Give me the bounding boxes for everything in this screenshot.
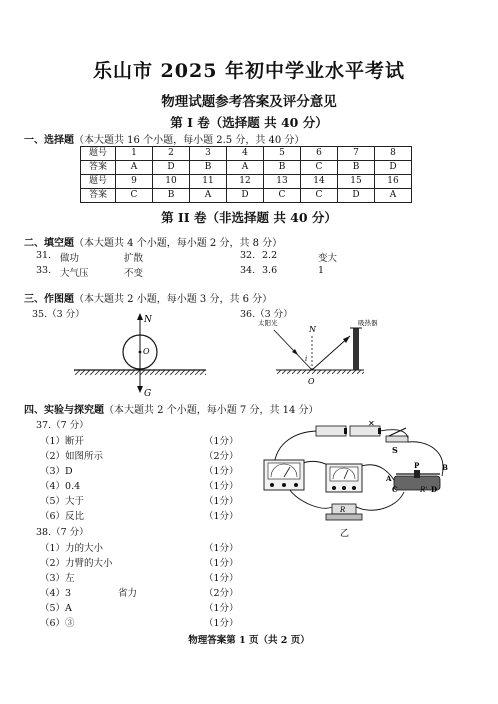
question-37-label: 37.（7 分） <box>36 420 89 431</box>
section-4-note: （本大题共 2 个小题，每小题 7 分，共 14 分） <box>104 405 319 416</box>
q38-answer-6: （6）③ <box>40 618 75 629</box>
label-N: N <box>309 325 316 334</box>
cross-mark: ✕ <box>368 420 375 428</box>
q37-score-6: （1分） <box>204 511 239 522</box>
q37-answer-6: （6）反比 <box>40 511 85 522</box>
table-cell: 答案 <box>81 189 116 203</box>
figure-label: 乙 <box>340 529 350 539</box>
wire <box>290 490 336 508</box>
section-3-title: 三、作图题 <box>24 294 74 305</box>
q38-score-6: （1分） <box>204 618 239 629</box>
voltmeter-icon <box>326 464 362 492</box>
section-1-heading <box>24 131 304 146</box>
q38-score-1: （1分） <box>204 543 239 554</box>
answer-31-b: 扩散 <box>124 253 144 264</box>
ammeter-icon <box>264 460 304 490</box>
label-G: G <box>144 389 152 399</box>
q37-answer-1: （1）断开 <box>40 436 85 447</box>
table-row <box>81 175 412 189</box>
label-O: O <box>143 347 150 356</box>
label-C: C <box>392 485 398 494</box>
q38-answer-2: （2）力臂的大小 <box>40 558 113 569</box>
table-cell: B <box>338 161 375 175</box>
reflected-ray <box>312 336 350 370</box>
absorber-body <box>353 328 359 370</box>
q37-answer-5: （5）大于 <box>40 496 85 507</box>
table-cell: 3 <box>190 147 227 161</box>
mirror-hatch <box>276 370 364 374</box>
label-R: R <box>340 506 346 514</box>
q37-answer-4: （4）0.4 <box>40 481 81 492</box>
wire <box>352 492 404 510</box>
section-4-heading <box>24 401 319 416</box>
q38-score-5: （1分） <box>204 603 239 614</box>
table-cell: 12 <box>227 175 264 189</box>
question-38-label: 38.（7 分） <box>36 527 89 538</box>
table-cell: B <box>153 189 190 203</box>
q38-answer-4b: 省力 <box>118 588 138 599</box>
q37-answer-2: （2）如图所示 <box>40 451 104 462</box>
table-cell: A <box>116 161 153 175</box>
figure-35 <box>70 310 210 400</box>
table-cell: A <box>375 189 412 203</box>
table-cell: 答案 <box>81 161 116 175</box>
normal-arrowhead <box>137 313 143 320</box>
section-3-heading <box>24 290 272 305</box>
gravity-arrowhead <box>137 386 143 393</box>
answer-table <box>80 146 412 203</box>
section-3-note: （本大题共 2 小题，每小题 3 分，共 6 分） <box>74 294 273 305</box>
table-cell: C <box>264 189 301 203</box>
section-1-title: 一、选择题 <box>24 135 74 146</box>
answer-32-b: 变大 <box>318 253 338 264</box>
answer-34-b: 1 <box>318 265 325 276</box>
table-cell: 6 <box>301 147 338 161</box>
table-cell: 5 <box>264 147 301 161</box>
table-cell: 13 <box>264 175 301 189</box>
answer-31-number: 31. <box>36 250 52 261</box>
q38-answer-3: （3）左 <box>40 573 75 584</box>
incident-ray <box>274 330 312 370</box>
question-35-label: 35.（3 分） <box>32 309 85 320</box>
q37-answer-3: （3）D <box>40 466 73 477</box>
label-D: D <box>431 485 438 494</box>
q38-score-4: （2分） <box>204 588 239 599</box>
label-sunlight: 太阳光 <box>258 319 278 327</box>
table-cell: C <box>301 189 338 203</box>
table-cell: 14 <box>301 175 338 189</box>
section-2-note: （本大题共 4 个小题，每小题 2 分，共 8 分） <box>74 238 283 249</box>
table-row <box>81 189 412 203</box>
page-footer: 物理答案第 1 页（共 2 页） <box>188 635 310 646</box>
table-cell: 4 <box>227 147 264 161</box>
label-S: S <box>392 445 398 455</box>
volume-1-heading: 第 I 卷（选择题 共 40 分） <box>170 115 328 130</box>
table-cell: C <box>301 161 338 175</box>
section-1-note: （本大题共 16 个小题，每小题 2.5 分，共 40 分） <box>74 135 305 146</box>
page-subtitle: 物理试题参考答案及评分意见 <box>161 94 337 110</box>
section-4-title: 四、实验与探究题 <box>24 405 104 416</box>
label-absorber: 吸热器 <box>358 319 378 327</box>
table-cell: D <box>375 161 412 175</box>
q37-score-1: （1分） <box>204 436 239 447</box>
label-A: A <box>386 474 392 483</box>
table-cell: 11 <box>190 175 227 189</box>
table-cell: B <box>264 161 301 175</box>
wire <box>408 442 443 476</box>
table-cell: C <box>116 189 153 203</box>
table-cell: A <box>227 161 264 175</box>
table-cell: D <box>227 189 264 203</box>
answer-32-a: 2.2 <box>262 250 278 261</box>
q37-score-3: （1分） <box>204 466 239 477</box>
answer-33-a: 大气压 <box>60 268 89 279</box>
label-O: O <box>308 377 315 386</box>
label-i: i <box>305 355 308 363</box>
table-cell: 题号 <box>81 175 116 189</box>
q38-score-3: （1分） <box>204 573 239 584</box>
q38-score-2: （1分） <box>204 558 239 569</box>
q37-score-2: （2分） <box>204 451 239 462</box>
answer-33-b: 不变 <box>124 268 144 279</box>
label-B: B <box>442 463 448 472</box>
q38-answer-5: （5）A <box>40 603 72 614</box>
q37-score-4: （1分） <box>204 481 239 492</box>
reflected-arrowhead <box>343 336 350 343</box>
table-cell: 15 <box>338 175 375 189</box>
answer-32-number: 32. <box>240 250 256 261</box>
question-36-label: 36.（3 分） <box>240 309 293 320</box>
answer-31-a: 做功 <box>60 253 80 264</box>
label-N: N <box>144 315 152 325</box>
section-2-heading <box>24 234 282 249</box>
table-cell: 7 <box>338 147 375 161</box>
table-cell: D <box>338 189 375 203</box>
q37-score-5: （1分） <box>204 496 239 507</box>
volume-2-heading: 第 II 卷（非选择题 共 40 分） <box>161 210 337 225</box>
q38-answer-4: （4）3 <box>40 588 72 599</box>
page-title: 乐山市 2025 年初中学业水平考试 <box>92 60 406 82</box>
q38-answer-1: （1）力的大小 <box>40 543 104 554</box>
table-cell: 10 <box>153 175 190 189</box>
table-cell: 2 <box>153 147 190 161</box>
table-cell: D <box>153 161 190 175</box>
table-cell: 8 <box>375 147 412 161</box>
answer-34-a: 3.6 <box>262 265 278 276</box>
table-cell: A <box>190 189 227 203</box>
table-cell: 题号 <box>81 147 116 161</box>
figure-36 <box>252 314 382 390</box>
answer-34-number: 34. <box>240 265 256 276</box>
label-P: P <box>414 461 420 470</box>
table-row <box>81 147 412 161</box>
table-cell: 1 <box>116 147 153 161</box>
table-row <box>81 161 412 175</box>
answer-33-number: 33. <box>36 265 52 276</box>
table-cell: 9 <box>116 175 153 189</box>
table-cell: 16 <box>375 175 412 189</box>
label-Rprime: R' <box>420 486 428 494</box>
section-2-title: 二、填空题 <box>24 238 74 249</box>
table-cell: B <box>190 161 227 175</box>
circuit-figure <box>256 420 452 542</box>
